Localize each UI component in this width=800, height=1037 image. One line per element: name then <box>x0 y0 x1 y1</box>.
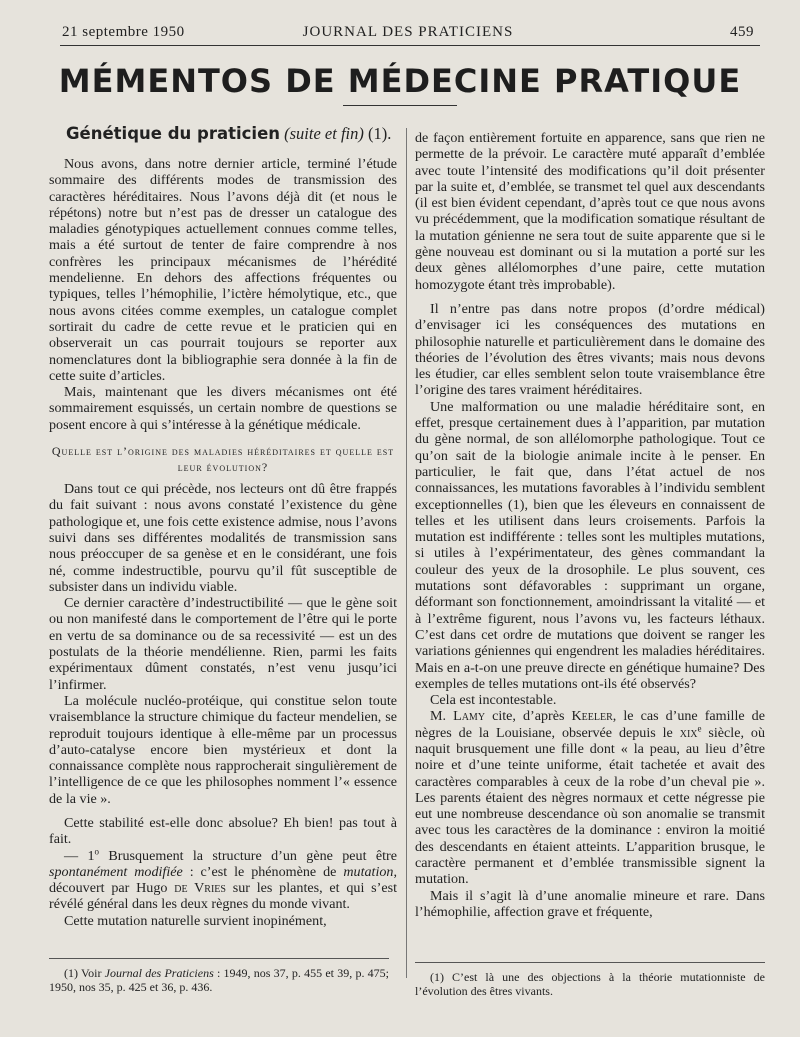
paragraph: M. Lamy cite, d’après Keeler, le cas d’une famille de nègres de la Louisiane, observée depuis le xix$^e$ siècle, où naquit brusquement une fille dont « la peau, au lieu d’être noire et d’une teinte uniforme, était tachetée et avait des caractères comparables à ceux de la robe d’un cheval pie ». Les parents étaient des nègres normaux et cette négresse pie eut une nombreuse descendance où son anomalie se transmit avec tous les caractères de la dominance : environ la moitié des descendants en étaient atteints. L’apparition brusque, le caractère permanent et d’emblée transmissible signent la mutation. <box>415 708 766 888</box>
paragraph: Dans tout ce qui précède, nos lecteurs ont dû être frappés du fait suivant : nous avons constaté l’existence du gène pathologique et, une fois cette existence admise, nous l’avons suivi dans ses différentes modalités de transmission sans nous préoccuper de sa genèse et en le considérant, une fois né, comme indestructible, pourvu qu’il fût susceptible de subsister dans un individu viable. <box>49 481 397 595</box>
footnote-left: (1) Voir Journal des Praticiens : 1949, nos 37, p. 455 et 39, p. 475; 1950, nos 35, p. 425 et 36, p. 436. <box>49 966 390 994</box>
paragraph: La molécule nucléo-protéique, qui constitue selon toute vraisemblance la structure chimique du facteur mendelien, se reproduit toujours identique à elle-même par un processus d’auto-catalyse encore bien mystérieux et dont la connaissance complète nous rapprocherait singulièrement de l’intelligence de ce que les philosophes nomment l’« essence de la vie ». <box>49 692 397 807</box>
paragraph: Mais il s’agit là d’une anomalie mineure et rare. Dans l’hémophilie, affection grave et fréquente, <box>415 887 765 920</box>
paragraph: Cette stabilité est-elle donc absolue? Eh bien! pas tout à fait. <box>49 814 397 848</box>
subsection-heading: Quelle est l’origine des maladies héréditaires et quelle est leur évolution? <box>51 444 395 475</box>
paragraph: Cette mutation naturelle survient inopinément, <box>64 912 327 929</box>
paragraph: Il n’entre pas dans notre propos (d’ordre médical) d’envisager ici les conséquences des mutations en philosophie naturelle et particulièrement dans le domaine des théories de l’évolution des êtres vivants; mais nous devons les étudier, car elles semblent selon toute vraisemblance être l’origine des tares vraiment héréditaires. <box>415 300 765 399</box>
column-divider <box>406 128 407 978</box>
paragraph: Cela est incontestable. <box>430 692 557 709</box>
paragraph: de façon entièrement fortuite en apparence, sans que rien ne permette de la prévoir. Le caractère muté apparaît d’emblée avec toute l’intensité des modifications qu’il doit présenter par la suite et, d’emblée, se transmet tel quel aux descendants (il est bien évident cependant, d’après tout ce que nous avons vu précédemment, que la modification somatique résultant de la mutation génienne ne sera tout de suite apparente que si le gène nouveau est dominant ou si la mutation a porté sur les deux gènes allélomorphes d’une paire, cette mutation homozygote étant très improbable). <box>415 130 765 293</box>
footnote-right: (1) C’est là une des objections à la théorie mutationniste de l’évolution des êtres vivants. <box>415 970 765 998</box>
paragraph: Une malformation ou une maladie héréditaire sont, en effet, presque certainement dues à l’apparition, par mutation du gène normal, de son allélomorphe pathologique. Tout ce qu’on sait de la biologie animale incite à le penser. En particulier, le fait que, dans l’état actuel de nos connaissances, les mutations favorables à l’individu semblent exceptionnelles (1), bien que les éleveurs en connaissent de telles et les utilisent dans leurs croisements. Parfois la mutation est indifférente : telles sont les multiples mutations, si utiles à l’expérimentateur, des gènes commandant la couleur des yeux de la drosophile. Le plus souvent, ces mutations sont défavorables : supprimant un organe, déformant son fonctionnement, amoindrissant la vitalité — et à l’extrême figurent, nous l’avons vu, les facteurs léthaux. C’est dans cet ordre de mutations que doivent se ranger les variations géniennes qui engendrent les maladies héréditaires. Mais en a-t-on une preuve directe en génétique humaine? Des exemples de telles mutations ont-ils été observés? <box>415 398 765 692</box>
page-title: MÉMENTOS DE MÉDECINE PRATIQUE <box>58 62 742 100</box>
paragraph: Mais, maintenant que les divers mécanismes ont été sommairement esquissés, un certain nombre de questions se posent encore à qui s’intéresse à la génétique médicale. <box>49 384 397 433</box>
header-journal-name: JOURNAL DES PRATICIENS <box>302 24 514 40</box>
paragraph: Nous avons, dans notre dernier article, terminé l’étude sommaire des différents modes de transmission des caractères héréditaires. Nous l’avons déjà dit (et nous le répétons) notre but n’est pas de dresser un catalogue des maladies génotypiques actuellement connues comme telles, mais a été surtout de tenter de faire comprendre à nos confrères les principaux mécanismes de l’hérédité mendelienne. En dehors des affections fréquentes ou typiques, telles l’hémophilie, l’ictère hémolytique, etc., que nous avons citées comme exemples, un catalogue complet sortirait du cadre de cette revue et le praticien qui en observerait un cas pourrait toujours se reporter aux nomenclatures dont la bibliographie sera donnée à la fin de cette suite d’articles. <box>49 156 397 384</box>
article-title-ref: (1). <box>368 124 392 143</box>
article-title <box>66 124 397 144</box>
article-title-main: Génétique du praticien <box>66 124 281 143</box>
header-rule <box>60 45 760 46</box>
paragraph: Ce dernier caractère d’indestructibilité — que le gène soit ou non manifesté dans le comportement de l’être qui le porte en vertu de sa dominance ou de sa recessivité — est un des postulats de la théorie mendélienne. Rien, parmi les faits expérimentaux dûment constatés, n’est venu jusqu’ici l’infirmer. <box>49 595 397 693</box>
article-title-suffix: (suite et fin) <box>284 124 364 143</box>
right-column <box>415 130 765 920</box>
paragraph: — 1$^o$ Brusquement la structure d’un gène peut être spontanément modifiée : c’est le phénomène de mutation, découvert par Hugo de Vries sur les plantes, et qui s’est révélé général dans les deux règnes du monde vivant. <box>49 845 398 913</box>
running-head <box>62 20 754 44</box>
footnote-rule <box>49 958 389 959</box>
left-column <box>49 124 397 929</box>
footnote-rule <box>415 962 765 963</box>
title-rule <box>343 105 457 106</box>
header-page-number: 459 <box>730 24 754 40</box>
header-date: 21 septembre 1950 <box>62 24 185 40</box>
